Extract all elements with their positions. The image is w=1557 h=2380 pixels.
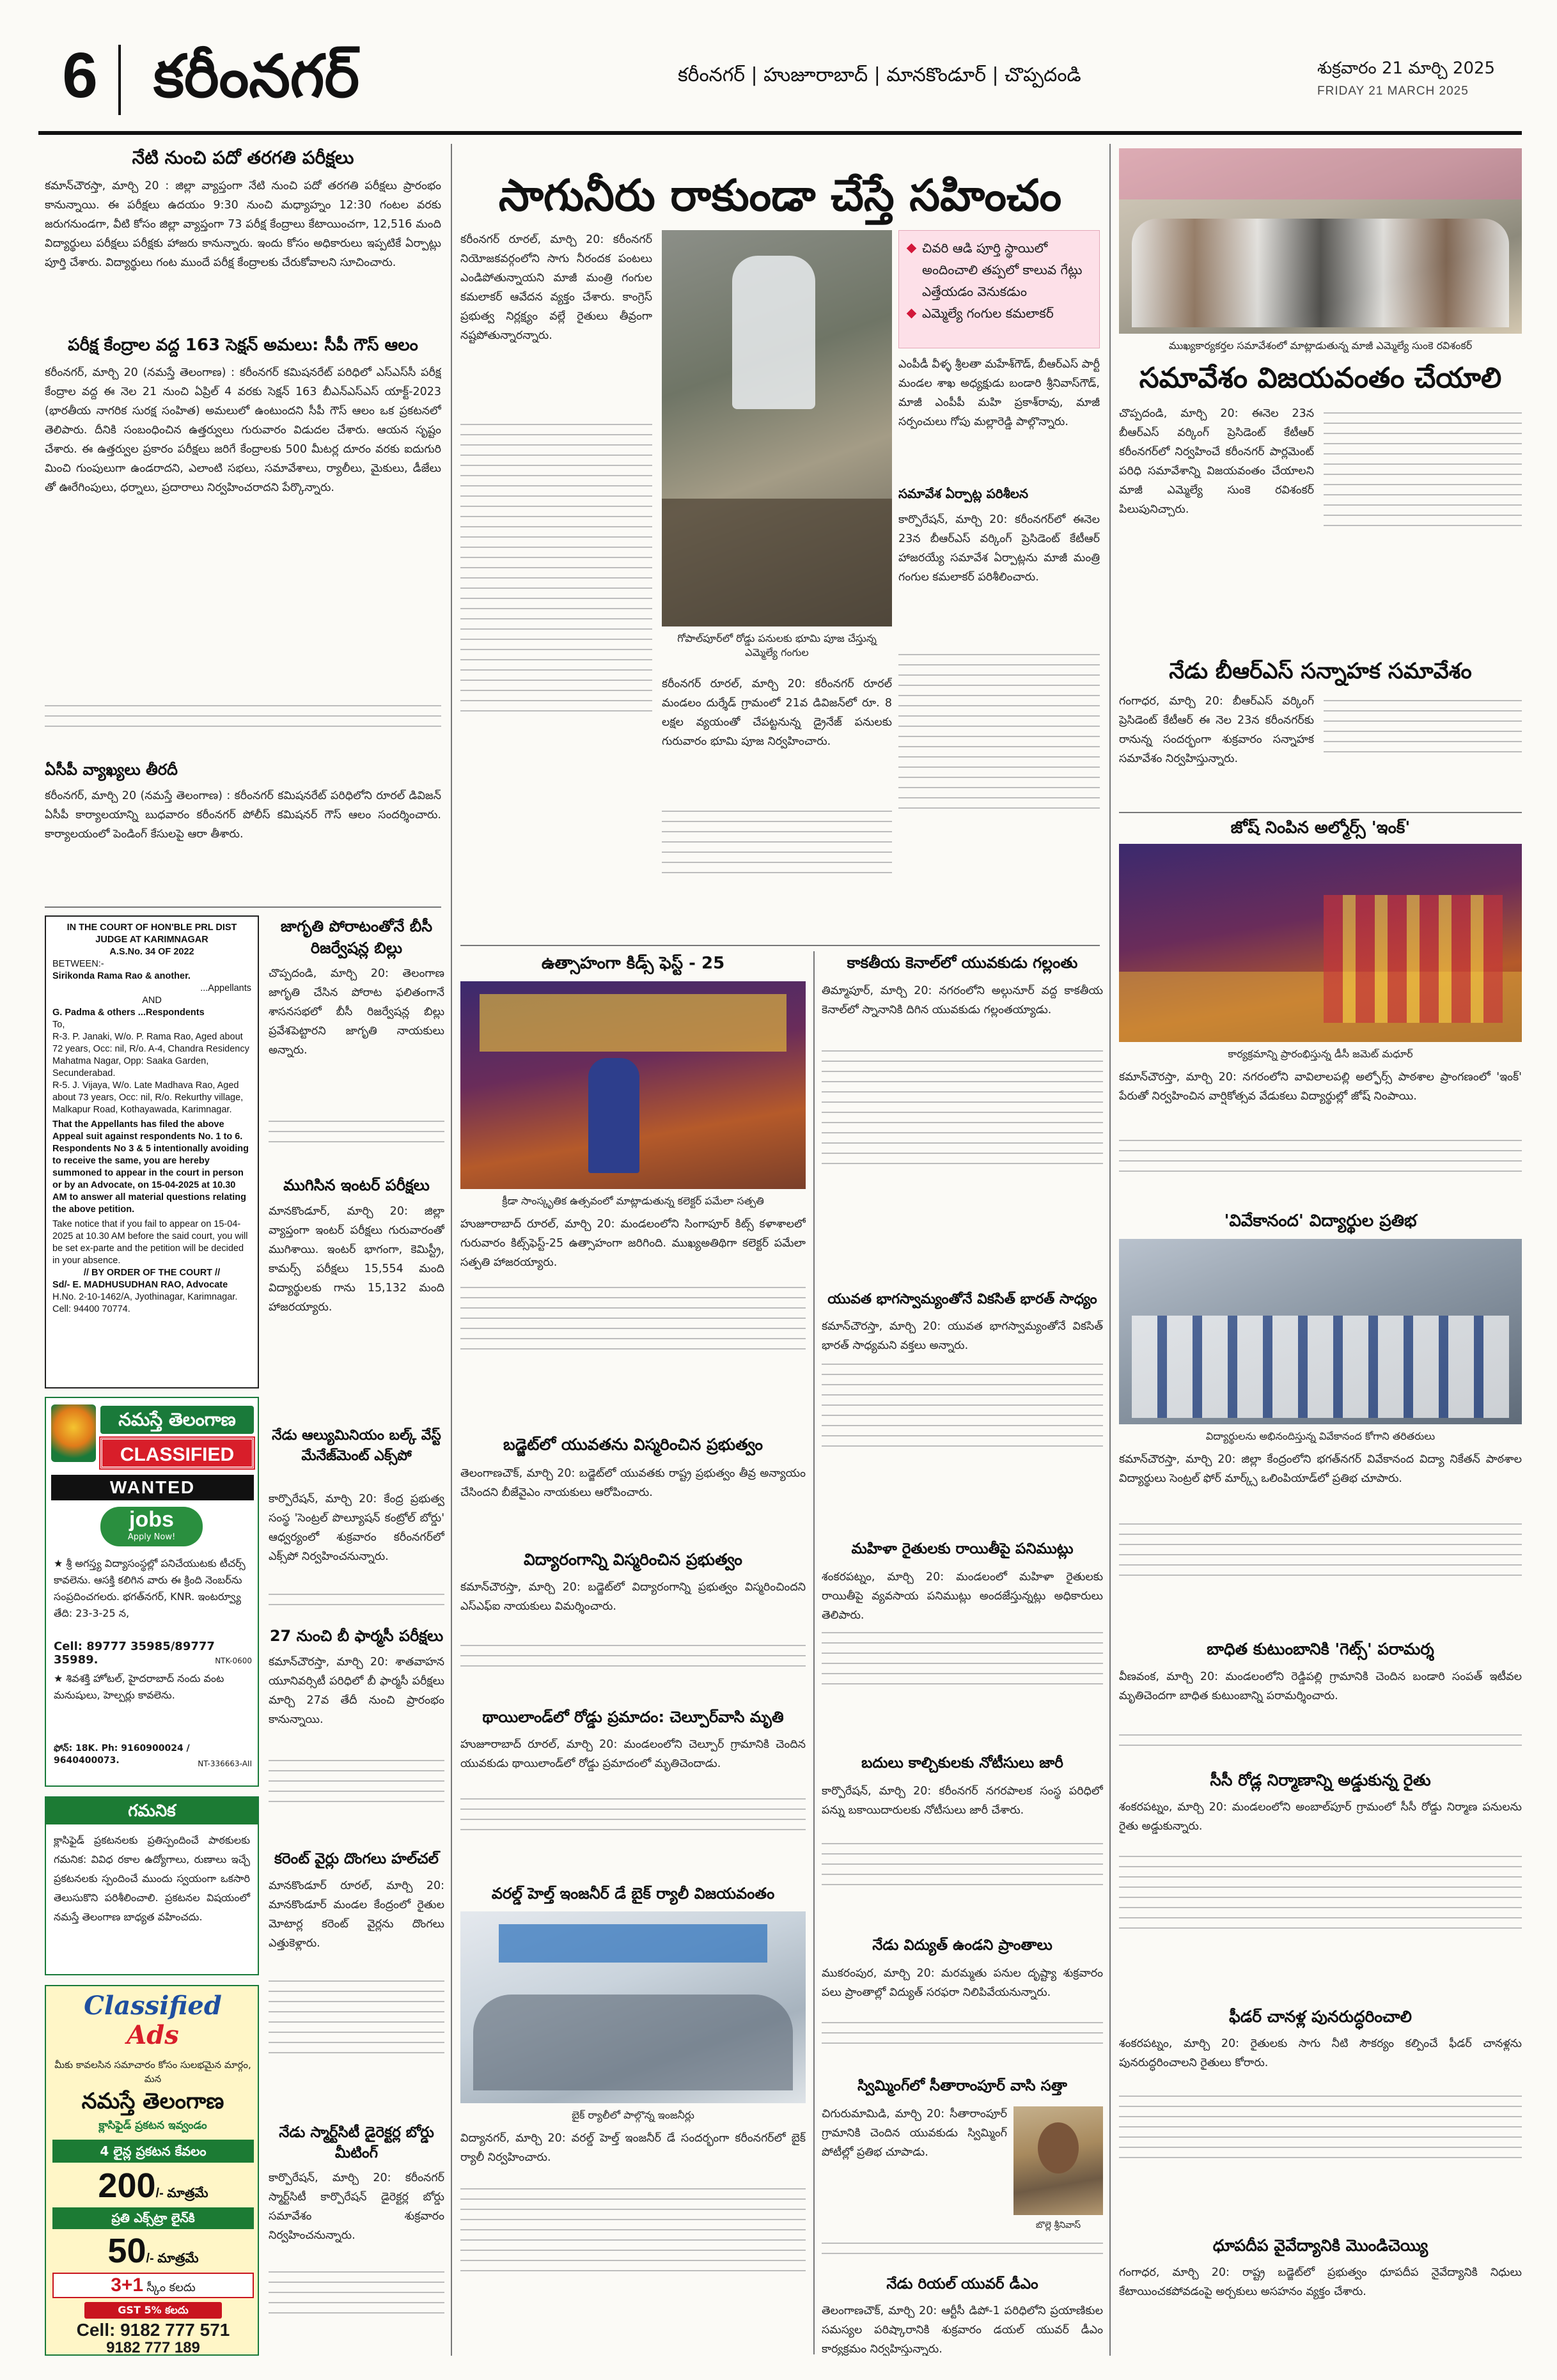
- mid-headline-4: థాయిలాండ్‌లో రోడ్డు ప్రమాదం: చెల్పూర్‌వాసి మృతి: [482, 1708, 784, 1726]
- col5-text-lines-2: [822, 1355, 1103, 1534]
- photo-speaker: [588, 1058, 639, 1173]
- photo-dancers: [1324, 895, 1503, 1023]
- classified-phone-2: ఫోన్: 18K. Ph: 9160900024 / 9640400073.: [54, 1743, 190, 1766]
- right-body-5: వీణవంక, మార్చి 20: మండలంలోని రెడ్డిపల్లి గ్రామానికి చెందిన బండారి సంపత్ ఇటీవల మృతిచెందగా బాధిత కుటుంబాన్ని పరామర్శించారు.: [1119, 1670, 1522, 1702]
- col2-headline-5: కరెంట్ వైర్లు దొంగలు హల్‌చల్: [274, 1851, 439, 1867]
- meeting-photo: [1119, 148, 1522, 334]
- col5-body-6: చిగురుమామిడి, మార్చి 20: సీతారాంపూర్ గ్రామానికి చెందిన యువకుడు స్విమ్మింగ్ పోటీల్లో ప్రతిభ చూపాడు.: [822, 2108, 1007, 2159]
- col5-text-lines-6: [822, 2234, 1103, 2273]
- col5-headline-4: బదులు కాల్చికులకు నోటీసులు జారీ: [861, 1755, 1063, 1771]
- lead-body-2: కరీంనగర్ రూరల్, మార్చి 20: కరీంనగర్ రూరల్ మండలం దుర్శేడ్ గ్రామంలో 21వ డివిజన్‌లో రూ. 8 లక్షల వ్యయంతో చేపట్టనున్న డ్రైనేజ్ పనులకు గురువారం భూమి పూజ నిర్వహించారు.: [662, 678, 892, 748]
- wanted-bar: WANTED: [51, 1475, 254, 1500]
- col2-body-5: మానకొండూర్ రూరల్, మార్చి 20: మానకొండూర్ మండల కేంద్రంలో రైతుల మోటార్ల కరెంట్ వైర్లను దొంగలు ఎత్తుకెళ్లారు.: [269, 1879, 444, 1950]
- col1-headline-1: నేటి నుంచి పదో తరగతి పరీక్షలు: [132, 147, 354, 168]
- lead-photo-caption: గోపాల్‌పూర్‌లో రోడ్డు పనులకు భూమి పూజ చేస్తున్న ఎమ్మెల్యే గంగుల: [677, 632, 877, 658]
- right-body-6: శంకరపట్నం, మార్చి 20: మండలంలోని అంబాల్‌పూర్ గ్రామంలో సీసీ రోడ్డు నిర్మాణ పనులను రైతు అడ్డుకున్నారు.: [1119, 1801, 1522, 1833]
- mid-body-1: హుజూరాబాద్ రూరల్, మార్చి 20: మండలంలోని సింగాపూర్ కిట్స్ కళాశాలలో గురువారం కిట్స్‌ఫెస్ట్-25 ఉత్సాహంగా జరిగింది. ముఖ్యఅతిథిగా కలెక్టర్ పమేలా సత్పతి హాజరయ్యారు.: [460, 1218, 806, 1269]
- kids-fest-caption: క్రీడా సాంస్కృతిక ఉత్సవంలో మాట్లాడుతున్న కలెక్టర్ పమేలా సత్పతి: [502, 1195, 764, 1207]
- ads-price-2: [52, 2232, 254, 2278]
- court-to: To,: [52, 1020, 65, 1030]
- right-body-1: చొప్పదండి, మార్చి 20: ఈనెల 23న బీఆర్‌ఎస్ వర్కింగ్ ప్రెసిడెంట్ కేటీఆర్ కరీంనగర్‌లో నిర్వహించే కరీంనగర్ పార్లమెంట్ పరిధి సమావేశాన్ని విజయవంతం చేయాలని మాజీ ఎమ్మెల్యే సుంకె రవిశంకర్ పిలుపునిచ్చారు.: [1119, 407, 1314, 516]
- mid-body-4: హుజూరాబాద్ రూరల్, మార్చి 20: మండలంలోని చెల్పూర్ గ్రామానికి చెందిన యువకుడు థాయిలాండ్‌లో రోడ్డు ప్రమాదంలో మృతిచెందాడు.: [460, 1738, 806, 1770]
- photo-ground: [662, 499, 892, 626]
- jobs-label: jobs: [129, 1507, 174, 1532]
- classified-phones: Cell: 89777 35985/89777 35989.: [54, 1640, 215, 1667]
- col5-body-7: తెలంగాణచౌక్, మార్చి 20: ఆర్టీసీ డిపో-1 పరిధిలోని ప్రయాణికుల సమస్యల పరిష్కారానికి శుక్రవారం డయల్ యువర్ డీఎం కార్యక్రమం నిర్వహిస్తున్నారు.: [822, 2305, 1103, 2356]
- mid-headline-3: విద్యారంగాన్ని విస్మరించిన ప్రభుత్వం: [524, 1550, 742, 1569]
- ads-price-1: [52, 2166, 254, 2213]
- col5-body-5: ముకరంపుర, మార్చి 20: మరమ్మతు పనుల దృష్ట్యా శుక్రవారం పలు ప్రాంతాల్లో విద్యుత్ సరఫరా నిలిపివేయనున్నారు.: [822, 1967, 1103, 1999]
- court-address: H.No. 2-10-1462/A, Jyothinagar, Karimnagar. Cell: 94400 70774.: [52, 1292, 238, 1314]
- photo-backdrop: [1119, 148, 1522, 199]
- lead-highlights: [898, 230, 1100, 348]
- col1-body-3: కరీంనగర్, మార్చి 20 (నమస్తే తెలంగాణ) : కరీంనగర్ కమిషనరేట్ పరిధిలోని రూరల్ డివిజన్ ఏసీపీ కార్యాలయాన్ని బుధవారం కరీంనగర్ పోలీస్ కమిషనర్ గౌస్ ఆలం సందర్శించారు. కార్యాలయంలో పెండింగ్ కేసులపై ఆరా తీశారు.: [45, 789, 441, 841]
- photo-banner-2: [499, 1924, 767, 1963]
- col1-rule: [45, 906, 441, 908]
- classified-code-1: NTK-0600: [215, 1656, 252, 1665]
- photo-students: [1132, 1316, 1509, 1418]
- column-divider: [1109, 144, 1111, 2356]
- lead-bottom-rule: [460, 945, 1100, 946]
- col5-headline-2: యువత భాగస్వామ్యంతోనే వికసిత్ భారత్ సాధ్యం: [827, 1291, 1097, 1307]
- right-headline-5: బాధిత కుటుంబానికి 'గెట్స్' పరామర్శ: [1207, 1640, 1434, 1658]
- lead-body-3: ఎంపీడీ వీళ్ళ శ్రీలతా మహేశ్‌గౌడ్, బీఆర్‌ఎస్ పార్టీ మండల శాఖ అధ్యక్షుడు బండారి శ్రీనివాస్‌గౌడ్, మాజీ ఎంపీపీ మహి ప్రకాశ్‌రావు, మాజీ సర్పంచులు గోపు మల్లారెడ్డి పాల్గొన్నారు.: [898, 358, 1100, 428]
- lead-sub-body: కార్పొరేషన్, మార్చి 20: కరీంనగర్‌లో ఈనెల 23న బీఆర్‌ఎస్ వర్కింగ్ ప్రెసిడెంట్ కేటీఆర్ హాజరయ్యే సమావేశ ఏర్పాట్లను మాజీ మంత్రి గంగుల కమలాకర్ పరిశీలించారు.: [898, 513, 1100, 584]
- mid-body-5: విద్యానగర్, మార్చి 20: వరల్డ్ హెల్త్ ఇంజనీర్ డే సందర్భంగా కరీంనగర్‌లో బైక్ ర్యాలీ నిర్వహించారు.: [460, 2132, 806, 2164]
- lead-body-1: కరీంనగర్ రూరల్, మార్చి 20: కరీంనగర్ నియోజకవర్గంలోని సాగు నీరందక పంటలు ఎండిపోతున్నాయని మాజీ మంత్రి గంగుల కమలాకర్ ఆవేదన వ్యక్తం చేశారు. కాంగ్రెస్ ప్రభుత్వ నిర్లక్ష్యం వల్లే రైతులు తీవ్రంగా నష్టపోతున్నారన్నారు.: [460, 233, 652, 342]
- col5-headline-6: స్విమ్మింగ్‌లో సీతారాంపూర్ వాసి సత్తా: [857, 2078, 1067, 2094]
- col1-body-1: కమాన్‌చౌరస్తా, మార్చి 20 : జిల్లా వ్యాప్తంగా నేటి నుంచి పదో తరగతి పరీక్షలు ప్రారంభం కానున్నాయి. ఈ పరీక్షలు ఉదయం 9:30 నుంచి మధ్యాహ్నం 12:30 గంటల వరకు జరుగనుండగా, వీటి కోసం జిల్లా వ్యాప్తంగా 73 పరీక్ష కేంద్రాలు కేటాయించగా, 12,516 మంది విద్యార్థులు పరీక్షలు పరీక్షకు హాజరు కానున్నారు. ఇందు కోసం అధికారులు ఇప్పటికే ఏర్పాట్లు పూర్తి చేశారు. విద్యార్థులు గంట ముందే పరీక్ష కేంద్రాలకు చేరుకోవాలని సూచించారు.: [45, 180, 441, 269]
- col5-headline-5: నేడు విద్యుత్ ఉండని ప్రాంతాలు: [872, 1937, 1052, 1954]
- court-respondent-parties: G. Padma & others ...Respondents: [52, 1007, 205, 1018]
- col2-text-lines: [269, 1112, 444, 1169]
- col2-body-1: చొప్పదండి, మార్చి 20: తెలంగాణ జాగృతి చేసిన పోరాట ఫలితంగానే శాసనసభలో బీసీ రిజర్వేషన్ల బిల్లు ప్రవేశపెట్టారని జాగృతి నాయకులు అన్నారు.: [269, 967, 444, 1057]
- court-appellants-label: ...Appellants: [200, 983, 251, 993]
- col1-headline-2: పరీక్ష కేంద్రాల వద్ద 163 సెక్షన్ అమలు: సీపీ గౌస్ ఆలం: [68, 336, 418, 355]
- mid-headline-1: ఉత్సాహంగా కిడ్స్ ఫెస్ట్ - 25: [541, 954, 725, 973]
- col5-body-3: శంకరపట్నం, మార్చి 20: మండలంలో మహిళా రైతులకు రాయితీపై వ్యవసాయ పనిముట్లు అందజేస్తున్నట్లు అధికారులు తెలిపారు.: [822, 1571, 1103, 1622]
- classified-item-1: ★ శ్రీ అగస్త్య విద్యాసంస్థల్లో పనిచేయుటకు టీచర్స్ కావలెను. ఆసక్తి కలిగిన వారు ఈ క్రింది నెంబర్‌ను సంప్రదించగలరు. భగత్‌నగర్, KNR. ఇంటర్వ్యూ తేది: 23-3-25 న,: [54, 1557, 246, 1619]
- ads-promo: [45, 1985, 259, 2356]
- col5-headline-3: మహిళా రైతులకు రాయితీపై పనిముట్లు: [851, 1541, 1074, 1557]
- ads-title: [54, 1991, 252, 2050]
- col2-text-lines-5: [269, 2263, 444, 2353]
- right-body-8: గంగాధర, మార్చి 20: రాష్ట్ర బడ్జెట్‌లో ప్రభుత్వం ధూపదీప నైవేద్యానికి నిధులు కేటాయించకపోవడంపై అర్చకులు అసహనం వ్యక్తం చేశారు.: [1119, 2266, 1522, 2298]
- mid-text-lines-3: [460, 1637, 806, 1700]
- court-r5: R-5. J. Vijaya, W/o. Late Madhava Rao, Aged about 73 years, Occ: nil, R/o. Rekurthy village, Malkapur Road, Kothayawada, Karimnagar.: [52, 1080, 244, 1115]
- col5-text-lines-5: [822, 2014, 1103, 2071]
- right-headline-3: జోష్ నింపిన అల్మోర్స్ 'ఇంక్': [1230, 818, 1411, 837]
- col2-text-lines-2: [269, 1585, 444, 1624]
- page-number: 6: [62, 40, 98, 111]
- classified-badge: CLASSIFIED: [100, 1438, 254, 1468]
- ads-combo-value: 3+1: [111, 2275, 144, 2296]
- mid-text-lines-4: [460, 1790, 806, 1876]
- court-between: BETWEEN:-: [52, 959, 104, 969]
- vivekananda-photo: [1119, 1239, 1522, 1424]
- swimmer-photo: [1013, 2106, 1103, 2215]
- right-text-lines-2: [1324, 692, 1522, 807]
- highlight-item-1: చివరి ఆడి పూర్తి స్థాయిలో అందించాలి తప్పలో కాలువ గేట్లు ఎత్తేయడం వెనుకడుం: [903, 237, 1095, 302]
- notice-box: [45, 1796, 259, 1975]
- court-and: AND: [142, 995, 162, 1006]
- photo-banner: [480, 994, 786, 1052]
- col5-headline-1: కాకతీయ కెనాల్‌లో యువకుడు గల్లంతు: [847, 954, 1078, 972]
- ads-price-1-value: 200: [98, 2166, 156, 2205]
- right-text-lines-4: [1119, 1515, 1522, 1630]
- court-notice-text: That the Appellants has filed the above Appeal suit against respondents No. 1 to 6. Respondents No 3 & 5 intentionally avoiding to receive the same, you are hereby summoned to appear in the court in person or by an Advocate, on 15-04-2025 at 10.30 AM to answer all material questions relating the above petition.: [52, 1119, 249, 1215]
- mid-body-2: తెలంగాణచౌక్, మార్చి 20: బడ్జెట్‌లో యువతకు రాష్ట్ర ప్రభుత్వం తీవ్ర అన్యాయం చేసిందని బీజేవైఎం నాయకులు ఆరోపించారు.: [460, 1467, 806, 1499]
- right-text-lines-5: [1119, 1726, 1522, 1764]
- col5-body-2: కమాన్‌చౌరస్తా, మార్చి 20: యువత భాగస్వామ్యంతోనే వికసిత్ భారత్ సాధ్యమని వక్తలు అన్నారు.: [822, 1320, 1103, 1352]
- ads-line-offer: 4 లైన్ల ప్రకటన కేవలం: [52, 2140, 254, 2163]
- ads-price-2-suffix: /- మాత్రమే: [146, 2252, 199, 2266]
- mid-headline-5: వరల్డ్ హెల్త్ ఇంజనీర్ డే బైక్ ర్యాలీ విజయవంతం: [491, 1885, 775, 1902]
- col2-text-lines-4: [269, 1972, 444, 2119]
- col2-headline-3: నేడు ఆల్యుమినియం బల్క్ వేస్ట్ మేనేజ్‌మెంట్ ఎక్స్‌పో: [272, 1427, 441, 1464]
- col5-body-1: తిమ్మాపూర్, మార్చి 20: నగరంలోని అల్గునూర్ వద్ద కాకతీయ కెనాల్‌లో స్నానానికి దిగిన యువకుడు గల్లంతయ్యాడు.: [822, 984, 1103, 1016]
- classified-code-2: NT-336663-AII: [198, 1759, 252, 1768]
- mid-body-3: కమాన్‌చౌరస్తా, మార్చి 20: బడ్జెట్‌లో విద్యారంగాన్ని ప్రభుత్వం విస్మరించిందని ఎస్ఎఫ్‌ఐ నాయకులు విమర్శించారు.: [460, 1581, 806, 1613]
- right-headline-8: ధూపదీప వైవేద్యానికి మొండిచెయ్యి: [1212, 2236, 1428, 2255]
- lead-text-lines: [460, 416, 652, 940]
- masthead: కరీంనగర్: [153, 42, 359, 111]
- right-body-3: కమాన్‌చౌరస్తా, మార్చి 20: నగరంలోని వావిలాలపల్లి అల్ఫోర్స్ పాఠశాల ప్రాంగణంలో 'ఇంక్' పేరుతో నిర్వహించిన వార్షికోత్సవ వేడుకలు విద్యార్థుల్లో జోష్ నింపాయి.: [1119, 1071, 1522, 1103]
- col1-body-2: కరీంనగర్, మార్చి 20 (నమస్తే తెలంగాణ) : కరీంనగర్ కమిషనరేట్ పరిధిలో ఎస్ఎస్‌సీ పరీక్ష కేంద్రాల వద్ద ఈ నెల 21 నుంచి ఏప్రిల్ 4 వరకు సెక్షన్ 163 బీఎన్ఎస్‌ఎస్ యాక్ట్-2023 (భారతీయ నాగరిక సురక్ష సంహిత) అమలులో ఉంటుందని సీపీ గౌస్ ఆలం ఒక ప్రకటనలో తెలిపారు. దీనికి సంబంధించిన ఉత్తర్వులు గురువారం విడుదల చేశారు. ఆయన సృష్టం చేశారు. ఈ ఉత్తర్వుల ప్రకారం పరీక్షలు జరిగే కేంద్రాలకు 500 మీటర్ల దూరం వరకు ఐదుగురి మించి గుంపులుగా ఉండరాదని, ఎలాంటి సభలు, సమావేశాలు, ర్యాలీలు, మైకులు, డీజేలు తో ఊరేగింపులు, ధర్నాలు, ప్రదారాలు నిర్వహించరాదని పేర్కొన్నారు.: [45, 366, 441, 494]
- date-box: [1317, 59, 1535, 98]
- ads-extra-line: ప్రతి ఎక్స్‌ట్రా లైన్‌కి: [52, 2207, 254, 2229]
- bike-rally-photo: [460, 1911, 806, 2103]
- lead-sub-headline: సమావేశ ఏర్పాట్ల పరిశీలన: [898, 486, 1028, 501]
- col5-text-lines-1: [822, 1042, 1103, 1285]
- ads-price-2-value: 50: [107, 2232, 146, 2270]
- highlight-item-2: ఎమ్మెల్యే గంగుల కమలాకర్: [903, 302, 1095, 324]
- col2-body-2: మానకొండూర్, మార్చి 20: జిల్లా వ్యాప్తంగా ఇంటర్ పరీక్షలు గురువారంతో ముగిశాయి. ఇంటర్ భాగంగా, కెమిస్ట్రీ, కామర్స్ పరీక్షలు 15,554 మంది విద్యార్థులకు గాను 15,132 మంది హాజరయ్యారు.: [269, 1205, 444, 1314]
- court-case-no: A.S.No. 34 OF 2022: [109, 947, 194, 957]
- logo-icon: [51, 1404, 96, 1462]
- ads-title-2: Ads: [127, 2020, 179, 2050]
- right-rule-1: [1119, 812, 1522, 813]
- right-text-lines-3: [1119, 1132, 1522, 1205]
- court-by-order: // BY ORDER OF THE COURT //: [83, 1268, 221, 1278]
- ads-title-1: Classified: [84, 1991, 222, 2021]
- col2-headline-4: 27 నుంచి బీ ఫార్మసీ పరీక్షలు: [269, 1627, 444, 1645]
- col2-body-6: కార్పొరేషన్, మార్చి 20: కరీంనగర్ స్మార్ట్‌సిటీ కార్పొరేషన్ డైరెక్టర్ల బోర్డు సమావేశం శుక్రవారం నిర్వహించనున్నారు.: [269, 2172, 444, 2242]
- col5-body-4: కార్పొరేషన్, మార్చి 20: కరీంనగర్ నగరపాలక సంస్థ పరిధిలో పన్ను బకాయిదారులకు నోటీసులు జారీ చేశారు.: [822, 1785, 1103, 1817]
- col5-headline-7: నేడు రియల్ యువర్ డీఎం: [886, 2276, 1038, 2292]
- photo-face: [1038, 2122, 1079, 2174]
- meeting-caption: ముఖ్యకార్యకర్తల సమావేశంలో మాట్లాడుతున్న మాజీ ఎమ్మెల్యే సుంకె రవిశంకర్: [1168, 339, 1473, 352]
- lead-photo: [662, 230, 892, 626]
- col2-body-4: కమాన్‌చౌరస్తా, మార్చి 20: శాతవాహన యూనివర్సిటీ పరిధిలో బీ ఫార్మసీ పరీక్షలు మార్చి 27వ తేదీ నుంచి ప్రారంభం కానున్నాయి.: [269, 1656, 444, 1726]
- right-headline-7: ఫీడర్ చానళ్ల పునరుద్ధరించాలి: [1228, 2007, 1412, 2026]
- inc-event-caption: కార్యక్రమాన్ని ప్రారంభిస్తున్న డీసీ జమెట్ మధూర్: [1228, 1048, 1413, 1060]
- classified-brand: నమస్తే తెలంగాణ: [100, 1406, 254, 1434]
- right-headline-2: నేడు బీఆర్‌ఎస్ సన్నాహక సమావేశం: [1169, 658, 1472, 684]
- col1-headline-3: ఏసీపీ వ్యాఖ్యలు తీరదీ: [45, 761, 178, 779]
- right-text-lines-7: [1119, 2087, 1522, 2228]
- court-r3: R-3. P. Janaki, W/o. P. Rama Rao, Aged about 72 years, Occ: nil, R/o. A-4, Chandra Residency Mahatma Nagar, Opp: Saaka Garden, Secunderabad.: [52, 1032, 249, 1078]
- lead-text-lines-2: [662, 802, 892, 940]
- court-advocate: Sd/- E. MADHUSUDHAN RAO, Advocate: [52, 1280, 228, 1290]
- right-body-4: కమాన్‌చౌరస్తా, మార్చి 20: జిల్లా కేంద్రంలోని భగత్‌నగర్ వివేకానంద విద్యా నికేతన్ పాఠశాల విద్యార్థులు సెంట్రల్ ఫోర్ మార్క్స్ ఒలింపియాడ్‌లో ప్రతిభ చూపారు.: [1119, 1453, 1522, 1485]
- ads-combo: [52, 2273, 254, 2298]
- court-notice: [45, 915, 259, 1388]
- bike-rally-caption: బైక్ ర్యాలీలో పాల్గొన్న ఇంజనీర్లు: [572, 2109, 694, 2121]
- ads-cell-1: Cell: 9182 777 571: [76, 2320, 230, 2340]
- jobs-badge: [100, 1507, 203, 1546]
- right-text-lines-6: [1119, 1847, 1522, 1998]
- mid-text-lines-5: [460, 2180, 806, 2353]
- date-telugu: శుక్రవారం 21 మార్చి 2025: [1317, 59, 1496, 78]
- col5-text-lines-4: [822, 1835, 1103, 1931]
- photo-people: [1132, 219, 1509, 327]
- lead-text-lines-3: [898, 646, 1100, 940]
- ads-gst: GST 5% కలదు: [84, 2302, 222, 2319]
- col2-headline-2: ముగిసిన ఇంటర్ పరీక్షలు: [283, 1176, 430, 1194]
- ads-brand: నమస్తే తెలంగాణ: [81, 2088, 224, 2114]
- right-headline-1: సమావేశం విజయవంతం చేయాలి: [1139, 362, 1502, 394]
- ads-combo-text: స్కీం కలదు: [146, 2281, 196, 2294]
- lead-headline: సాగునీరు రాకుండా చేస్తే సహించం: [498, 171, 1062, 221]
- court-title: IN THE COURT OF HON'BLE PRL DIST JUDGE AT KARIMNAGAR: [67, 922, 237, 945]
- ads-sub: మీకు కావలసిన సమాచారం కోసం సులభమైన మార్గం, మన: [54, 2059, 251, 2085]
- court-appellant-parties: Sirikonda Rama Rao & another.: [52, 971, 191, 981]
- kids-fest-photo: [460, 981, 806, 1189]
- notice-title: గమనిక: [46, 1798, 258, 1824]
- header-rule: [38, 131, 1522, 135]
- col2-headline-6: నేడు స్మార్ట్‌సిటీ డైరెక్టర్ల బోర్డు మీటింగ్: [279, 2124, 434, 2161]
- date-english: FRIDAY 21 MARCH 2025: [1317, 84, 1469, 98]
- col2-body-3: కార్పొరేషన్, మార్చి 20: కేంద్ర ప్రభుత్వ సంస్థ 'సెంట్రల్ పొల్యూషన్ కంట్రోల్ బోర్డు' ఆధ్వర్యంలో శుక్రవారం కరీంనగర్‌లో ఎక్స్‌పో నిర్వహించనున్నారు.: [269, 1493, 444, 1563]
- col1-text-lines: [45, 697, 441, 754]
- classified-item-2: ★ శివశక్తి హోటల్, హైదరాబాద్ నందు వంట మనుషులు, హెల్పర్లు కావలెను.: [54, 1672, 224, 1701]
- court-notice-text-2: Take notice that if you fail to appear on 15-04-2025 at 10.30 AM before the said court, you will be set ex-parte and the petition will be decided in your absence.: [52, 1219, 248, 1266]
- edition-line: కరీంనగర్ | హుజూరాబాద్ | మానకొండూర్ | చొప్పదండి: [678, 64, 1081, 86]
- photo-group: [473, 1995, 793, 2090]
- ads-tagline: క్లాసిఫైడ్ ప్రకటన ఇవ్వండం: [98, 2119, 207, 2132]
- right-body-7: శంకరపట్నం, మార్చి 20: రైతులకు సాగు నీటి సౌకర్యం కల్పించే ఫీడర్ చానళ్లను పునరుద్ధరించాలని రైతులు కోరారు.: [1119, 2037, 1522, 2069]
- right-body-2: గంగాధర, మార్చి 20: బీఆర్‌ఎస్ వర్కింగ్ ప్రెసిడెంట్ కేటీఆర్ ఈ నెల 23న కరీంనగర్‌కు రానున్న సందర్భంగా శుక్రవారం సన్నాహక సమావేశం నిర్వహిస్తున్నారు.: [1119, 695, 1314, 765]
- right-headline-4: 'వివేకానంద' విద్యార్థుల ప్రతిభ: [1224, 1211, 1417, 1231]
- swimmer-caption: బొల్లె శ్రీనివాస్: [1035, 2220, 1081, 2230]
- right-headline-6: సీసీ రోడ్ల నిర్మాణాన్ని అడ్డుకున్న రైతు: [1210, 1771, 1431, 1789]
- column-divider: [451, 144, 452, 2356]
- classified-ad: [45, 1397, 259, 1787]
- notice-body: క్లాసిఫైడ్ ప్రకటనలకు ప్రతిస్పందించే పాఠకులకు గమనిక: వివిధ రకాల ఉద్యోగాలు, రుణాలు ఇచ్చే ప్రకటనలకు స్పందించే ముందు స్వయంగా ఒకసారి తెలుసుకొని పరిశీలించాలి. ప్రకటనల విషయంలో నమస్తే తెలంగాణ బాధ్యత వహించదు.: [54, 1834, 250, 1923]
- mid-headline-2: బడ్జెట్‌లో యువతను విస్మరించిన ప్రభుత్వం: [503, 1435, 763, 1454]
- header-divider: [118, 45, 121, 115]
- right-text-lines-1: [1324, 404, 1522, 647]
- col2-headline-1: జాగృతి పోరాటంతోనే బీసీ రిజర్వేషన్ల బిల్లు: [280, 917, 433, 957]
- col2-text-lines-3: [269, 1752, 444, 1844]
- mid-text-lines-1: [460, 1279, 806, 1426]
- col5-text-lines-3: [822, 1624, 1103, 1748]
- ads-price-1-suffix: /- మాత్రమే: [155, 2186, 208, 2200]
- ads-cell-2: 9182 777 189: [106, 2339, 200, 2356]
- photo-figure: [732, 256, 815, 409]
- inc-event-photo: [1119, 844, 1522, 1042]
- jobs-sub: Apply Now!: [127, 1532, 176, 1542]
- vivekananda-caption: విద్యార్థులను అభినందిస్తున్న వివేకానంద కోగాని తరితరులు: [1205, 1430, 1436, 1442]
- column-divider: [813, 951, 815, 2354]
